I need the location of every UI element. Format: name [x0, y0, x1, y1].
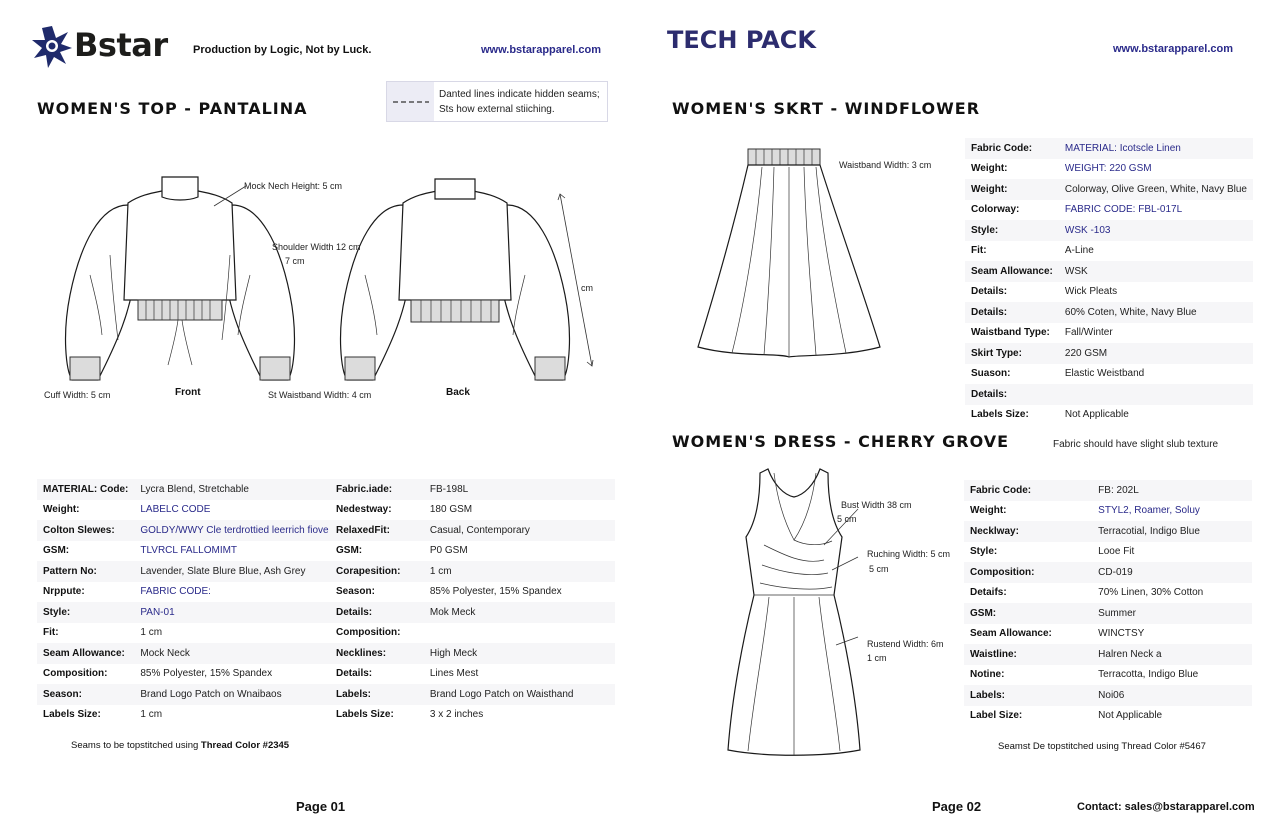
spec-value: 180 GSM [429, 504, 473, 516]
spec-key: Labels: [964, 685, 1092, 706]
spec-key: Details: [965, 302, 1059, 323]
spec-value: A-Line [1064, 245, 1094, 257]
length-annotation: cm [581, 283, 593, 293]
spec-row [330, 541, 615, 562]
legend-box [386, 81, 608, 122]
spec-value: FABRIC CODE: [140, 586, 211, 598]
top-seam-note [71, 740, 289, 751]
spec-value: Lycra Blend, Stretchable [134, 479, 334, 500]
spec-value: 85% Polyester, 15% Spandex [140, 668, 273, 680]
spec-value: Brand Logo Patch on Waisthand [424, 684, 615, 705]
ruching-annotation: Ruching Width: 5 cm [867, 549, 951, 559]
spec-value: Lavender, Slate Blure Blue, Ash Grey [134, 561, 334, 582]
spec-value: Brand Logo Patch on Wnaibaos [134, 684, 334, 705]
top-spec-table-left [37, 479, 335, 725]
spec-row [965, 343, 1253, 364]
spec-key: Necklines: [330, 643, 424, 664]
spec-key: Labels Size: [971, 409, 1029, 421]
spec-value [424, 623, 615, 644]
contact-label: Contact: [1077, 801, 1125, 813]
spec-row [964, 501, 1252, 522]
spec-row [964, 603, 1252, 624]
spec-value: Summer [1092, 603, 1252, 624]
spec-row [965, 179, 1253, 200]
length-measure-line [556, 190, 596, 370]
spec-row [964, 480, 1252, 501]
spec-value: FB: 202L [1092, 480, 1252, 501]
spec-key: Detaifs: [970, 587, 1007, 599]
spec-value: Elastic Weistband [1064, 368, 1145, 380]
spec-key: Fabric Code: [964, 480, 1092, 501]
spec-key: Waistline: [964, 644, 1092, 665]
top-front-drawing [60, 175, 320, 395]
spec-key: Pattern No: [37, 561, 134, 582]
spec-key: Colton Slewes: [37, 520, 134, 541]
spec-key: Composition: [43, 668, 108, 680]
front-label: Front [175, 387, 201, 398]
mock-neck-annotation: Mock Nech Height: 5 cm [244, 181, 343, 191]
top-section-title: WOMEN'S TOP - PANTALINA [37, 99, 308, 118]
spec-value: 3 x 2 inches [429, 709, 484, 721]
spec-row [965, 282, 1253, 303]
spec-row [37, 541, 335, 562]
spec-row [330, 623, 615, 644]
bust-annotation-sub: 5 cm [837, 514, 857, 524]
spec-key: Season: [336, 586, 375, 598]
spec-value: FB-198L [424, 479, 615, 500]
spec-row [330, 500, 615, 521]
dress-leader-lines [822, 505, 862, 665]
dress-spec-table [964, 480, 1252, 726]
spec-row [965, 384, 1253, 405]
spec-value: LABELC CODE [140, 504, 211, 516]
spec-value: 1 cm [140, 627, 163, 639]
skirt-spec-table [965, 138, 1253, 425]
spec-row [37, 684, 335, 705]
spec-value: Colorway, Olive Green, White, Navy Blue [1059, 179, 1253, 200]
spec-key: Necklway: [964, 521, 1092, 542]
website-link-right[interactable]: www.bstarapparel.com [1113, 43, 1234, 55]
spec-value: 1 cm [424, 561, 615, 582]
shoulder-annotation-sub: 7 cm [285, 256, 305, 266]
spec-key: Label Size: [970, 710, 1023, 722]
spec-value: GOLDY/WWY Cle terdrottied leerrich fiove [134, 520, 334, 541]
spec-row [37, 623, 335, 644]
tagline: Production by Logic, Not by Luck. [193, 44, 372, 56]
star-logo-icon [30, 24, 74, 68]
spec-key: MATERIAL: Code: [37, 479, 134, 500]
spec-key: Details: [971, 286, 1008, 298]
spec-key: Notine: [970, 669, 1005, 681]
spec-value: Looe Fit [1098, 546, 1135, 558]
spec-value: Wick Pleats [1064, 286, 1118, 298]
spec-key: Labels Size: [336, 709, 394, 721]
spec-value: 220 GSM [1059, 343, 1253, 364]
spec-key: Fit: [43, 627, 59, 639]
spec-row [37, 602, 335, 623]
spec-key: Weight: [971, 163, 1008, 175]
spec-row [964, 521, 1252, 542]
spec-value: Halren Neck a [1092, 644, 1252, 665]
contact-email[interactable]: sales@bstarapparel.com [1124, 801, 1255, 813]
spec-row [965, 220, 1253, 241]
spec-row [330, 705, 615, 726]
spec-key: Style: [970, 546, 998, 558]
back-label: Back [446, 387, 470, 398]
spec-row [964, 624, 1252, 645]
cuff-annotation: Cuff Width: 5 cm [44, 390, 111, 400]
spec-value: Terracotial, Indigo Blue [1092, 521, 1252, 542]
spec-row [965, 364, 1253, 385]
spec-key: Fabric.iade: [330, 479, 424, 500]
spec-row [37, 582, 335, 603]
spec-value: FABRIC CODE: FBL-017L [1064, 204, 1183, 216]
spec-key: Seam Allowance: [37, 643, 134, 664]
spec-row [37, 520, 335, 541]
spec-row [37, 643, 335, 664]
spec-value: 1 cm [140, 709, 163, 721]
spec-key: Details: [330, 602, 424, 623]
spec-row [964, 706, 1252, 727]
spec-value: WSK -103 [1059, 220, 1253, 241]
spec-key: Suason: [971, 368, 1011, 380]
spec-row [965, 323, 1253, 344]
spec-key: Details: [965, 384, 1059, 405]
website-link-left[interactable]: www.bstarapparel.com [481, 44, 602, 56]
dress-fabric-note: Fabric should have slight slub texture [1053, 439, 1219, 450]
spec-key: Style: [37, 602, 134, 623]
spec-key: GSM: [43, 545, 70, 557]
spec-row [964, 583, 1252, 604]
legend-line-1: Danted lines indicate hidden seams; [439, 89, 600, 100]
spec-key: GSM: [964, 603, 1092, 624]
spec-value: 85% Polyester, 15% Spandex [429, 586, 562, 598]
spec-key: Labels Size: [43, 709, 101, 721]
spec-value: STYL2, Roamer, Soluy [1098, 505, 1200, 517]
spec-value: Not Applicable [1098, 710, 1163, 722]
spec-key: Colorway: [971, 204, 1020, 216]
spec-row [965, 405, 1253, 426]
spec-value: Mock Neck [134, 643, 334, 664]
spec-row [37, 479, 335, 500]
spec-row [965, 261, 1253, 282]
spec-row [330, 602, 615, 623]
spec-value: CD-019 [1092, 562, 1252, 583]
spec-value: 60% Coten, White, Navy Blue [1059, 302, 1253, 323]
spec-row [37, 561, 335, 582]
spec-key: Nrppute: [43, 586, 85, 598]
spec-value: Mok Meck [424, 602, 615, 623]
spec-key: Labels: [330, 684, 424, 705]
spec-row [330, 520, 615, 541]
page-title: TECH PACK [667, 26, 816, 54]
bust-annotation: Bust Width 38 cm [841, 500, 912, 510]
spec-row [964, 685, 1252, 706]
spec-row [965, 159, 1253, 180]
spec-value: Noi06 [1092, 685, 1252, 706]
page-number-2: Page 02 [932, 799, 982, 814]
top-seam-note-thread: Thread Color #2345 [200, 740, 290, 751]
spec-value: MATERIAL: Icotscle Linen [1059, 138, 1253, 159]
dress-section-title: WOMEN'S DRESS - CHERRY GROVE [672, 432, 1010, 451]
spec-value: P0 GSM [429, 545, 468, 557]
skirt-section-title: WOMEN'S SKRT - WINDFLOWER [672, 99, 981, 118]
spec-key: Weight: [43, 504, 80, 516]
spec-value: 70% Linen, 30% Cotton [1098, 587, 1204, 599]
spec-row [965, 241, 1253, 262]
spec-row [965, 138, 1253, 159]
shoulder-annotation: Shoulder Width 12 cm [272, 242, 361, 252]
spec-value: Not Applicable [1064, 409, 1129, 421]
spec-key: Composition: [964, 562, 1092, 583]
top-spec-table-right [330, 479, 615, 725]
spec-value: WEIGHT: 220 GSM [1064, 163, 1152, 175]
spec-row [964, 644, 1252, 665]
spec-row [330, 664, 615, 685]
spec-value [1059, 384, 1253, 405]
spec-row [330, 479, 615, 500]
spec-value: Casual, Contemporary [424, 520, 615, 541]
spec-value: PAN-01 [134, 602, 334, 623]
spec-key: GSM: [336, 545, 363, 557]
spec-value: Fall/Winter [1064, 327, 1113, 339]
spec-key: Weight: [965, 179, 1059, 200]
spec-row [965, 200, 1253, 221]
spec-row [330, 582, 615, 603]
skirt-drawing [694, 145, 884, 360]
spec-value: High Meck [424, 643, 615, 664]
spec-key: Style: [965, 220, 1059, 241]
spec-key: Seam Allowance: [965, 261, 1059, 282]
legend-line-2: Sts how external stiiching. [439, 104, 555, 115]
spec-key: Nedestway: [336, 504, 392, 516]
waistband-annotation: St Waistband Width: 4 cm [268, 390, 372, 400]
rushend-annotation-sub: 1 cm [867, 653, 887, 663]
spec-row [964, 665, 1252, 686]
spec-row [37, 500, 335, 521]
spec-key: Details: [336, 668, 373, 680]
spec-row [330, 684, 615, 705]
spec-row [37, 705, 335, 726]
spec-key: Waistband Type: [971, 327, 1050, 339]
spec-key: Composition: [336, 627, 401, 639]
page-number-1: Page 01 [296, 799, 346, 814]
spec-row [964, 562, 1252, 583]
contact-info [1077, 801, 1255, 813]
spec-key: Fabric Code: [965, 138, 1059, 159]
spec-key: Season: [37, 684, 134, 705]
dress-seam-note: Seamst De topstitched using Thread Color #5467 [998, 741, 1206, 752]
ruching-annotation-sub: 5 cm [869, 564, 889, 574]
spec-key: Skirt Type: [965, 343, 1059, 364]
spec-value: WINCTSY [1098, 628, 1145, 640]
spec-key: RelaxedFit: [330, 520, 424, 541]
spec-key: Weight: [970, 505, 1007, 517]
brand-name: Bstar [74, 26, 168, 64]
spec-key: Fit: [971, 245, 987, 257]
spec-value: TLVRCL FALLOMIMT [140, 545, 238, 557]
spec-row [965, 302, 1253, 323]
spec-row [964, 542, 1252, 563]
spec-row [330, 561, 615, 582]
top-back-drawing [335, 175, 585, 395]
spec-key: Corapesition: [330, 561, 424, 582]
spec-value: WSK [1059, 261, 1253, 282]
top-seam-note-text: Seams to be topstitched using [71, 740, 201, 751]
rushend-annotation: Rustend Width: 6m [867, 639, 944, 649]
spec-value: Terracotta, Indigo Blue [1098, 669, 1199, 681]
spec-row [37, 664, 335, 685]
spec-value: Lines Mest [429, 668, 479, 680]
skirt-waistband-annotation: Waistband Width: 3 cm [839, 160, 932, 170]
legend-white-area [434, 82, 607, 121]
brand-logo [30, 24, 180, 68]
dashed-line-icon [393, 100, 429, 104]
spec-key: Seam Allowance: [970, 628, 1052, 640]
spec-row [330, 643, 615, 664]
